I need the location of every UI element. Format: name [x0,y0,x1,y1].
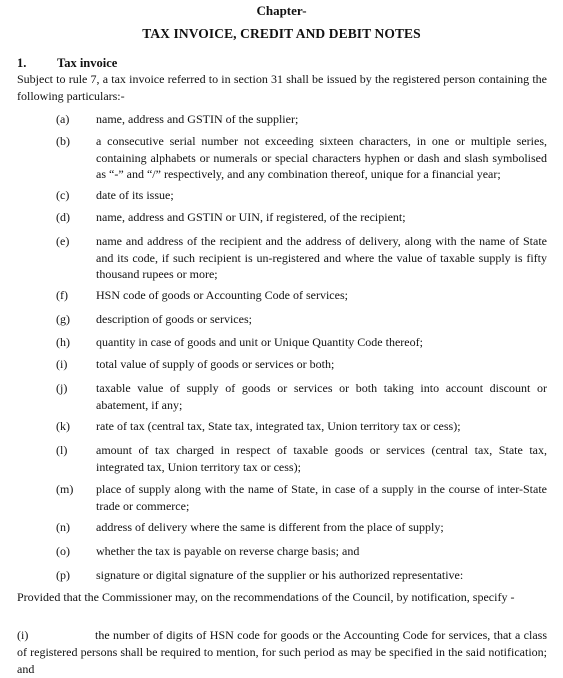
item-text: quantity in case of goods and unit or Unique Quantity Code thereof; [96,335,423,349]
proviso-paragraph: Provided that the Commissioner may, on the recommendations of the Council, by notification, specify - [17,590,515,604]
item-label: (c) [56,188,70,202]
item-label: (p) [56,568,70,582]
item-text: place of supply along with the name of State, in case of a supply in the course of inter-State trade or commerce; [96,482,547,513]
item-text: taxable value of supply of goods or services or both taking into account discount or abatement, if any; [96,381,547,412]
item-label: (b) [56,134,70,148]
chapter-heading: Chapter- [256,3,307,18]
item-text: whether the tax is payable on reverse charge basis; and [96,544,360,558]
item-label: (h) [56,335,70,349]
sub-list-item-i [17,627,547,678]
item-text: name, address and GSTIN of the supplier; [96,112,299,126]
item-label: (e) [56,234,70,248]
item-label: (f) [56,288,68,302]
item-text: name and address of the recipient and the address of delivery, along with the name of State and its code, if such recipient is un-registered and where the value of taxable supply is fifty thousand rupees or more; [96,234,547,281]
item-text: date of its issue; [96,188,174,202]
item-text: name, address and GSTIN or UIN, if registered, of the recipient; [96,210,406,224]
item-label: (j) [56,381,68,395]
item-label: (g) [56,312,70,326]
page-title: TAX INVOICE, CREDIT AND DEBIT NOTES [142,26,421,41]
section-intro: Subject to rule 7, a tax invoice referred to in section 31 shall be issued by the registered person containing the following particulars:- [17,72,547,103]
item-text: HSN code of goods or Accounting Code of services; [96,288,348,302]
item-label: (a) [56,112,70,126]
item-label: (o) [56,544,70,558]
item-text: a consecutive serial number not exceeding sixteen characters, in one or multiple series, containing alphabets or numerals or special characters hyphen or dash and slash symbolised as “-” and “/” respectively, and any combination thereof, unique for a financial year; [96,134,547,181]
sub-item-label: (i) [17,628,29,642]
item-label: (i) [56,357,68,371]
section-title: Tax invoice [57,56,118,70]
item-label: (d) [56,210,70,224]
item-label: (k) [56,419,70,433]
sub-item-text: the number of digits of HSN code for goods or the Accounting Code for services, that a class of registered persons shall be required to mention, for such period as may be specified in the said notification; and [17,628,547,676]
item-text: total value of supply of goods or services or both; [96,357,335,371]
item-label: (l) [56,443,68,457]
item-label: (m) [56,482,74,496]
item-text: amount of tax charged in respect of taxable goods or services (central tax, State tax, integrated tax, Union territory tax or cess); [96,443,547,474]
item-text: address of delivery where the same is different from the place of supply; [96,520,444,534]
item-label: (n) [56,520,70,534]
item-text: signature or digital signature of the supplier or his authorized representative: [96,568,464,582]
item-text: rate of tax (central tax, State tax, integrated tax, Union territory tax or cess); [96,419,461,433]
section-number: 1. [17,56,27,70]
item-text: description of goods or services; [96,312,252,326]
